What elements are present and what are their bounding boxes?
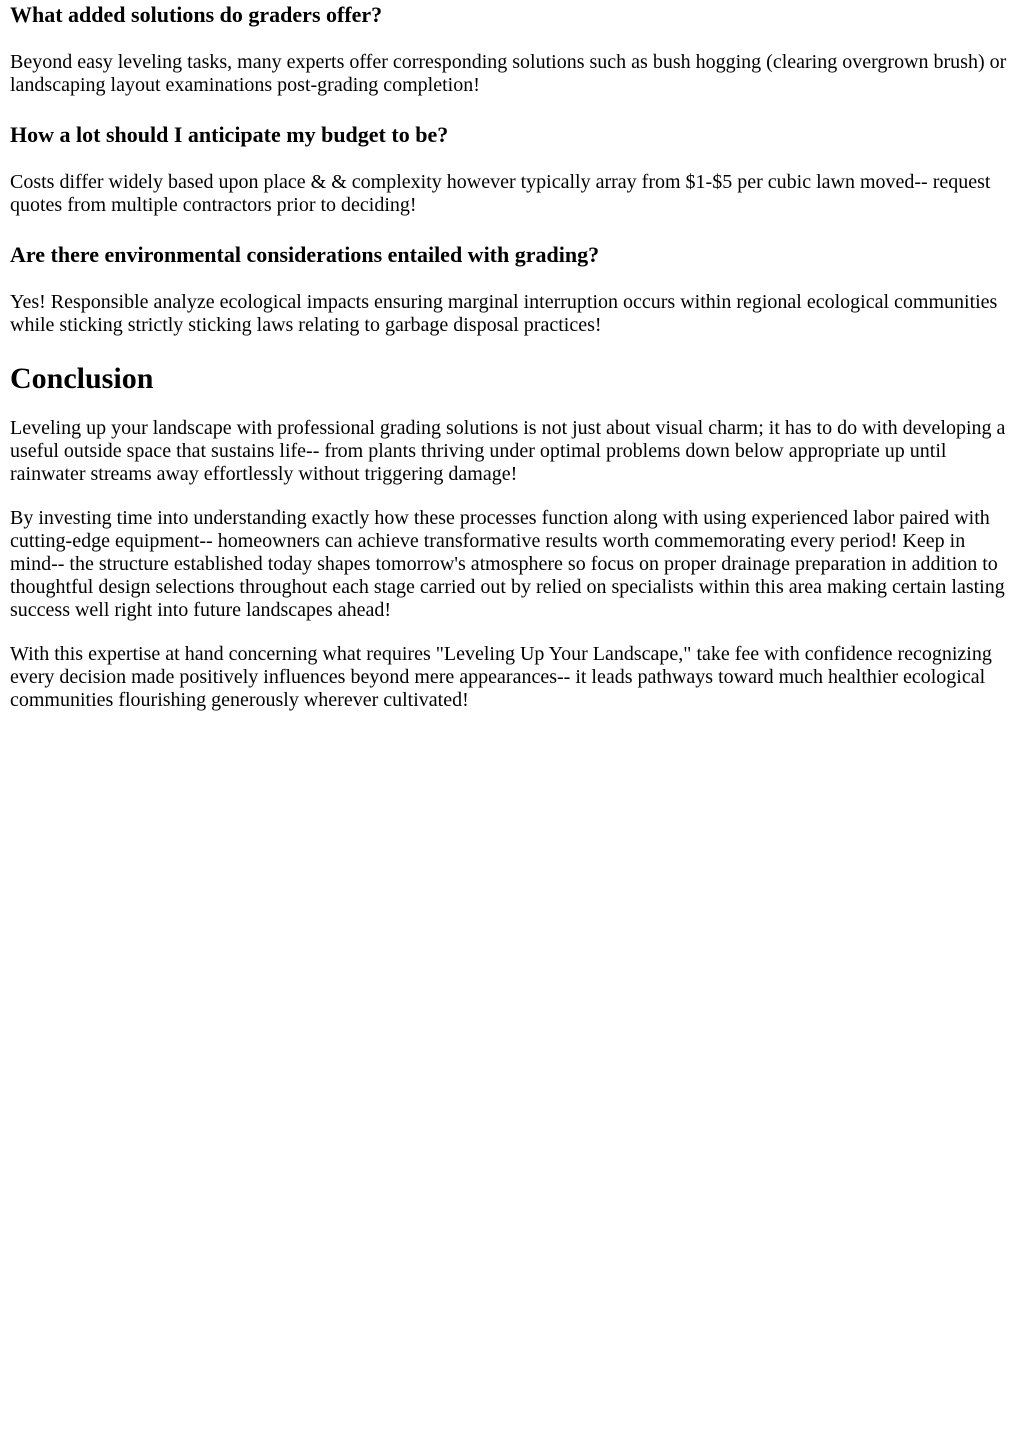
faq-answer: Beyond easy leveling tasks, many experts offer corresponding solutions such as bush hogging (clearing overgrown brush) or landscaping layout examinations post-grading completion! bbox=[10, 51, 1007, 96]
conclusion-paragraph: By investing time into understanding exactly how these processes function along with using experienced labor paired with cutting-edge equipment-- homeowners can achieve transformative results worth commemorating every period! Keep in mind-- the structure established today shapes tomorrow's atmosphere so focus on proper drainage preparation in addition to thoughtful design selections throughout each stage carried out by relied on specialists within this area making certain lasting success well right into future landscapes ahead! bbox=[10, 507, 1005, 621]
faq-question: What added solutions do graders offer? bbox=[10, 2, 383, 27]
conclusion-paragraph: With this expertise at hand concerning what requires "Leveling Up Your Landscape," take fee with confidence recognizing every decision made positively influences beyond mere appearances-- it leads pathways toward much healthier ecological communities flourishing generously wherever cultivated! bbox=[10, 643, 992, 711]
conclusion-heading: Conclusion bbox=[10, 362, 154, 395]
conclusion-paragraph: Leveling up your landscape with professional grading solutions is not just about visual charm; it has to do with developing a useful outside space that sustains life-- from plants thriving under optimal problems down below appropriate up until rainwater streams away effortlessly without triggering damage! bbox=[10, 417, 1006, 485]
faq-answer: Yes! Responsible analyze ecological impacts ensuring marginal interruption occurs within regional ecological communities while sticking strictly sticking laws relating to garbage disposal practices! bbox=[10, 291, 998, 336]
conclusion-section bbox=[10, 361, 1014, 712]
article-content bbox=[10, 1, 1014, 712]
faq-answer: Costs differ widely based upon place & & complexity however typically array from $1-$5 per cubic lawn moved-- request quotes from multiple contractors prior to deciding! bbox=[10, 171, 991, 216]
faq-question: How a lot should I anticipate my budget to be? bbox=[10, 122, 449, 147]
faq-question: Are there environmental considerations entailed with grading? bbox=[10, 242, 600, 267]
faq-section bbox=[10, 1, 1014, 337]
